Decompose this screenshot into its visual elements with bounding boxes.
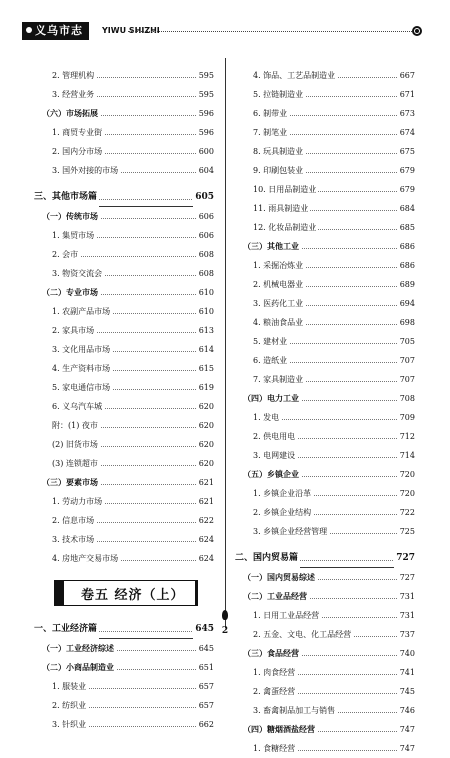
toc-entry-page: 727 [394,549,415,568]
toc-right-column [235,66,415,758]
toc-item-entry [34,142,214,161]
toc-item-entry [235,663,415,682]
toc-item-entry [34,549,214,568]
toc-entry-title: （三）要素市场 [42,473,100,492]
toc-entry-title: （六）市场拓展 [42,104,100,123]
toc-entry-title: 4. 生产资料市场 [52,359,112,378]
toc-item-entry [235,332,415,351]
toc-entry-page: 707 [398,370,415,389]
toc-item-entry [34,245,214,264]
toc-entry-title: 2. 机械电器业 [253,275,305,294]
toc-entry-title: 5. 拉链制造业 [253,85,305,104]
toc-entry-page: 731 [398,587,415,606]
volume-banner-frame [54,580,198,606]
toc-entry-page: 606 [197,226,214,245]
toc-entry-title: 3. 医药化工业 [253,294,305,313]
toc-item-entry [34,321,214,340]
toc-entry-title: 1. 发电 [253,408,281,427]
toc-entry-page: 747 [398,720,415,739]
toc-entry-title: 3. 针织业 [52,715,88,734]
toc-entry-page: 600 [197,142,214,161]
toc-section-entry [34,207,214,226]
toc-entry-page: 620 [197,454,214,473]
toc-entry-title: 6. 义乌汽车城 [52,397,104,416]
toc-entry-title: 2. 禽蛋经营 [253,682,297,701]
toc-entry-page: 614 [197,340,214,359]
toc-entry-page: 615 [197,359,214,378]
toc-entry-title: （一）工业经济综述 [42,639,116,658]
toc-entry-title: （一）传统市场 [42,207,100,226]
toc-item-entry [34,264,214,283]
book-subtitle: YIWU SHIZHI [102,26,160,35]
toc-entry-title: 2. 供电用电 [253,427,297,446]
toc-section-entry [34,658,214,677]
toc-entry-title: 2. 五金、文电、化工品经营 [253,625,353,644]
toc-section-entry [235,237,415,256]
toc-item-entry [235,682,415,701]
toc-entry-title: （二）小商品制造业 [42,658,116,677]
toc-entry-title: 一、工业经济篇 [34,620,99,639]
toc-entry-page: 720 [398,465,415,484]
toc-section-entry [235,587,415,606]
toc-item-entry [235,275,415,294]
toc-entry-page: 741 [398,663,415,682]
toc-entry-page: 679 [398,180,415,199]
banner-edge [54,580,64,606]
toc-entry-title: 2. 信息市场 [52,511,96,530]
toc-entry-page: 684 [398,199,415,218]
toc-entry-page: 651 [197,658,214,677]
toc-entry-page: 745 [398,682,415,701]
toc-section-entry [34,639,214,658]
toc-item-entry [235,446,415,465]
toc-item-entry [235,503,415,522]
toc-item-entry [235,370,415,389]
toc-item-entry [235,85,415,104]
toc-entry-page: 657 [197,696,214,715]
toc-entry-title: 10. 日用品制造业 [253,180,318,199]
toc-entry-page: 606 [197,207,214,226]
toc-entry-page: 707 [398,351,415,370]
toc-entry-page: 645 [193,620,214,639]
toc-item-entry [34,226,214,245]
toc-entry-title: 11. 雨具制造业 [253,199,310,218]
toc-entry-title: 4. 饰品、工艺品制造业 [253,66,337,85]
toc-entry-page: 747 [398,739,415,758]
toc-entry-title: （三）食品经营 [243,644,301,663]
toc-entry-title: 2. 家具市场 [52,321,96,340]
toc-entry-page: 595 [197,66,214,85]
toc-item-entry [34,123,214,142]
toc-entry-page: 608 [197,245,214,264]
toc-entry-title: 3. 经营业务 [52,85,96,104]
toc-entry-title: 3. 电网建设 [253,446,297,465]
toc-entry-title: 2. 管理机构 [52,66,96,85]
toc-entry-title: 4. 粮油食品业 [253,313,305,332]
toc-item-entry [235,142,415,161]
toc-section-entry [34,283,214,302]
toc-item-entry [34,492,214,511]
toc-entry-title: 1. 商贸专业街 [52,123,104,142]
running-header [0,18,450,42]
toc-entry-page: 727 [398,568,415,587]
toc-entry-title: 12. 化妆品制造业 [253,218,318,237]
ornament-icon [412,26,422,36]
toc-item-entry [34,359,214,378]
toc-entry-title: (2) 旧货市场 [52,435,100,454]
toc-entry-title: 二、国内贸易篇 [235,549,300,568]
toc-entry-title: 7. 制笔业 [253,123,289,142]
toc-entry-title: 1. 食糖经营 [253,739,297,758]
toc-entry-title: （一）国内贸易综述 [243,568,317,587]
toc-entry-title: （二）工业品经营 [243,587,309,606]
toc-entry-title: 5. 建材业 [253,332,289,351]
toc-entry-page: 610 [197,283,214,302]
toc-entry-title: 2. 国内分市场 [52,142,104,161]
toc-entry-title: 2. 乡镇企业结构 [253,503,313,522]
toc-entry-page: 737 [398,625,415,644]
toc-entry-page: 605 [193,188,214,207]
toc-entry-title: 1. 农副产品市场 [52,302,112,321]
bullet-icon [26,27,32,33]
toc-entry-title: 2. 会市 [52,245,80,264]
toc-section-entry [235,389,415,408]
toc-item-entry [235,66,415,85]
toc-entry-title: 3. 乡镇企业经营管理 [253,522,329,541]
toc-entry-title: 9. 印刷包装业 [253,161,305,180]
toc-entry-page: 722 [398,503,415,522]
toc-item-entry [34,340,214,359]
toc-entry-page: 720 [398,484,415,503]
toc-item-entry [235,313,415,332]
toc-item-entry [235,408,415,427]
toc-item-entry [235,199,415,218]
toc-entry-page: 709 [398,408,415,427]
toc-entry-page: 673 [398,104,415,123]
toc-entry-page: 731 [398,606,415,625]
banner-edge [195,580,198,606]
toc-entry-title: 6. 造纸业 [253,351,289,370]
toc-entry-title: 1. 日用工业品经营 [253,606,321,625]
toc-entry-title: 1. 采掘冶炼业 [253,256,305,275]
toc-entry-page: 714 [398,446,415,465]
toc-item-entry [235,351,415,370]
toc-entry-title: 3. 国外对接的市场 [52,161,120,180]
toc-item-entry [235,180,415,199]
toc-item-entry [235,256,415,275]
toc-entry-page: 620 [197,435,214,454]
toc-entry-title: （四）糖烟酒盐经营 [243,720,317,739]
toc-entry-page: 662 [197,715,214,734]
toc-entry-page: 698 [398,313,415,332]
toc-item-entry [235,484,415,503]
column-divider [225,58,226,628]
toc-entry-page: 667 [398,66,415,85]
toc-entry-page: 596 [197,123,214,142]
toc-item-entry [235,522,415,541]
toc-entry-page: 620 [197,416,214,435]
toc-item-entry [34,416,214,435]
toc-entry-page: 705 [398,332,415,351]
toc-entry-page: 679 [398,161,415,180]
toc-entry-title: 3. 畜禽制品加工与销售 [253,701,337,720]
toc-entry-title: (3) 连锁超市 [52,454,100,473]
volume-banner [34,580,214,610]
toc-entry-page: 740 [398,644,415,663]
toc-entry-page: 694 [398,294,415,313]
toc-entry-page: 613 [197,321,214,340]
toc-entry-page: 619 [197,378,214,397]
toc-part-entry [235,549,415,568]
toc-entry-title: 2. 纺织业 [52,696,88,715]
toc-entry-page: 671 [398,85,415,104]
toc-section-entry [235,568,415,587]
toc-entry-title: （三）其他工业 [243,237,301,256]
toc-entry-page: 608 [197,264,214,283]
toc-entry-page: 645 [197,639,214,658]
toc-item-entry [235,701,415,720]
toc-item-entry [235,123,415,142]
toc-item-entry [34,302,214,321]
toc-section-entry [34,473,214,492]
toc-entry-title: （四）电力工业 [243,389,301,408]
toc-item-entry [34,696,214,715]
toc-item-entry [235,294,415,313]
toc-entry-page: 685 [398,218,415,237]
toc-entry-title: 8. 玩具制造业 [253,142,305,161]
toc-item-entry [34,66,214,85]
toc-entry-title: 三、其他市场篇 [34,188,99,207]
toc-entry-page: 674 [398,123,415,142]
toc-entry-page: 624 [197,530,214,549]
toc-item-entry [235,161,415,180]
toc-entry-page: 657 [197,677,214,696]
toc-entry-page: 610 [197,302,214,321]
toc-entry-title: 1. 集贸市场 [52,226,96,245]
header-dotted-rule [128,31,412,32]
toc-entry-title: 4. 房地产交易市场 [52,549,120,568]
toc-entry-page: 621 [197,492,214,511]
toc-section-entry [235,720,415,739]
toc-item-entry [235,606,415,625]
page-number: 2 [221,626,229,636]
toc-item-entry [34,511,214,530]
toc-entry-page: 689 [398,275,415,294]
toc-entry-page: 624 [197,549,214,568]
toc-item-entry [34,435,214,454]
toc-entry-page: 675 [398,142,415,161]
toc-item-entry [235,218,415,237]
toc-entry-title: 附：(1) 夜市 [52,416,100,435]
toc-entry-title: 1. 劳动力市场 [52,492,104,511]
toc-entry-title: 7. 家具制造业 [253,370,305,389]
toc-section-entry [34,104,214,123]
toc-entry-page: 708 [398,389,415,408]
book-title-tab [22,22,89,40]
toc-entry-title: 3. 技术市场 [52,530,96,549]
toc-item-entry [34,85,214,104]
toc-item-entry [34,397,214,416]
toc-item-entry [34,454,214,473]
toc-entry-page: 596 [197,104,214,123]
toc-entry-title: 5. 家电通信市场 [52,378,112,397]
toc-entry-title: （五）乡镇企业 [243,465,301,484]
toc-entry-title: 6. 制带业 [253,104,289,123]
toc-item-entry [235,739,415,758]
toc-entry-title: 1. 肉食经营 [253,663,297,682]
toc-entry-title: 1. 服装业 [52,677,88,696]
toc-entry-page: 621 [197,473,214,492]
toc-entry-page: 725 [398,522,415,541]
toc-part-entry [34,188,214,207]
toc-item-entry [34,715,214,734]
volume-title: 卷五 经济（上） [81,588,185,603]
toc-item-entry [34,677,214,696]
toc-entry-page: 595 [197,85,214,104]
toc-entry-page: 712 [398,427,415,446]
toc-entry-title: 1. 乡镇企业沿革 [253,484,313,503]
book-title: 义乌市志 [35,24,83,37]
toc-entry-page: 686 [398,256,415,275]
toc-entry-page: 622 [197,511,214,530]
toc-section-entry [235,465,415,484]
toc-entry-title: 3. 文化用品市场 [52,340,112,359]
toc-item-entry [235,427,415,446]
toc-item-entry [34,161,214,180]
toc-item-entry [235,104,415,123]
toc-entry-page: 686 [398,237,415,256]
toc-entry-page: 620 [197,397,214,416]
toc-entry-title: 3. 物资交流会 [52,264,104,283]
toc-item-entry [34,530,214,549]
toc-section-entry [235,644,415,663]
toc-entry-page: 604 [197,161,214,180]
toc-entry-title: （二）专业市场 [42,283,100,302]
toc-entry-page: 746 [398,701,415,720]
page-ornament-icon [220,610,230,624]
toc-item-entry [34,378,214,397]
